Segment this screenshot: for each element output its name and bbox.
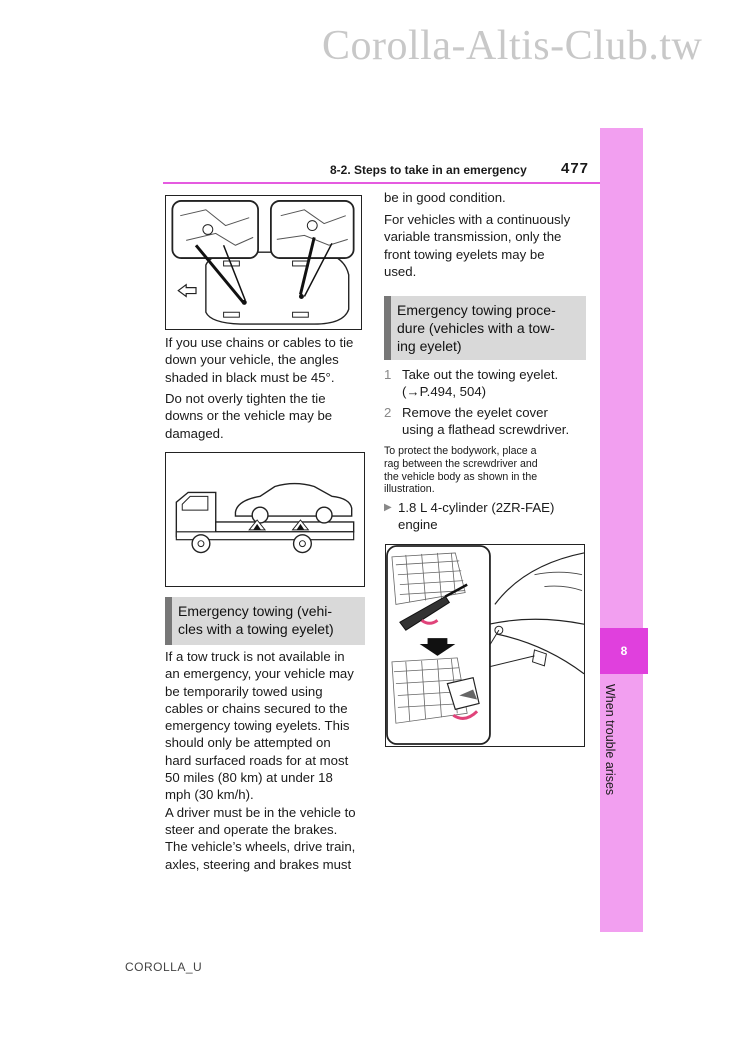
note-line: illustration. [384,483,435,496]
header-divider [163,182,600,184]
watermark: Corolla-Altis-Club.tw [322,23,703,69]
step-2 [384,404,589,439]
bullet-line: engine [398,517,438,533]
text-line: cables or chains secured to the [165,700,348,716]
heading-line: Emergency towing (vehi- [178,603,333,619]
chapter-number-tab[interactable]: 8 [600,628,648,674]
tie-down-diagram [166,196,361,329]
text-line: If a tow truck is not available in [165,649,345,664]
step-text [402,366,558,401]
good-condition-text: be in good condition. [384,190,506,205]
text-line: mph (30 km/h). [165,787,254,803]
chapter-sidebar [600,128,643,932]
bullet-text [398,499,554,534]
engine-variant-item [384,499,589,534]
eyelet-cover-removal-illustration [385,544,585,747]
text-line: be temporarily towed using [165,683,323,699]
section-title: 8-2. Steps to take in an emergency [330,163,527,177]
page-reference-link[interactable]: (→P.494, 504) [402,384,487,400]
step-number: 1 [384,367,392,382]
page-number: 477 [561,160,590,177]
flatbed-diagram [166,453,364,586]
towing-conditions-paragraph [165,648,370,873]
text-line: variable transmission, only the [384,229,562,245]
cvt-paragraph [384,211,589,280]
step-line: Remove the eyelet cover [402,405,548,420]
emergency-towing-heading [165,597,365,645]
text-line: should only be attempted on [165,735,331,751]
tightening-warning-paragraph: Do not overly tighten the tie downs or the vehicle may be damaged. [165,391,333,441]
heading-line: ing eyelet) [397,338,462,354]
text-line: emergency towing eyelets. This [165,718,350,734]
text-line: 50 miles (80 km) at under 18 [165,770,333,786]
note-line: the vehicle body as shown in the [384,470,538,483]
text-line: For vehicles with a continuously [384,212,571,227]
text-line: hard surfaced roads for at most [165,752,349,768]
step-line: using a flathead screwdriver. [402,422,570,438]
text-line: A driver must be in the vehicle to [165,804,356,820]
tie-down-angle-illustration [165,195,362,330]
chain-angle-paragraph: If you use chains or cables to tie down your vehicle, the angles shaded in black must be 45°. [165,335,354,385]
footer-model-code: COROLLA_U [125,960,203,974]
step-1 [384,366,589,401]
text-line: used. [384,263,417,279]
heading-line: dure (vehicles with a tow- [397,320,555,336]
text-line: front towing eyelets may be [384,246,545,262]
bullet-line: 1.8 L 4-cylinder (2ZR-FAE) [398,500,555,515]
heading-line: cles with a towing eyelet) [178,621,334,637]
chapter-title: When trouble arises [603,684,617,796]
towing-procedure-heading [384,296,586,360]
step-line: Take out the towing eyelet. [402,367,559,382]
text-line: The vehicle’s wheels, drive train, [165,839,356,855]
flatbed-truck-illustration [165,452,365,587]
eyelet-cover-diagram [386,545,584,746]
note-line: To protect the bodywork, place a [384,445,537,457]
bodywork-protection-note [384,445,589,496]
text-line: an emergency, your vehicle may [165,666,354,682]
text-line: axles, steering and brakes must [165,856,352,872]
triangle-bullet-icon: ▶ [384,502,392,513]
heading-line: Emergency towing proce- [397,302,556,318]
text-line: steer and operate the brakes. [165,821,338,837]
note-line: rag between the screwdriver and [384,457,538,470]
step-text [402,404,569,439]
step-number: 2 [384,405,392,420]
